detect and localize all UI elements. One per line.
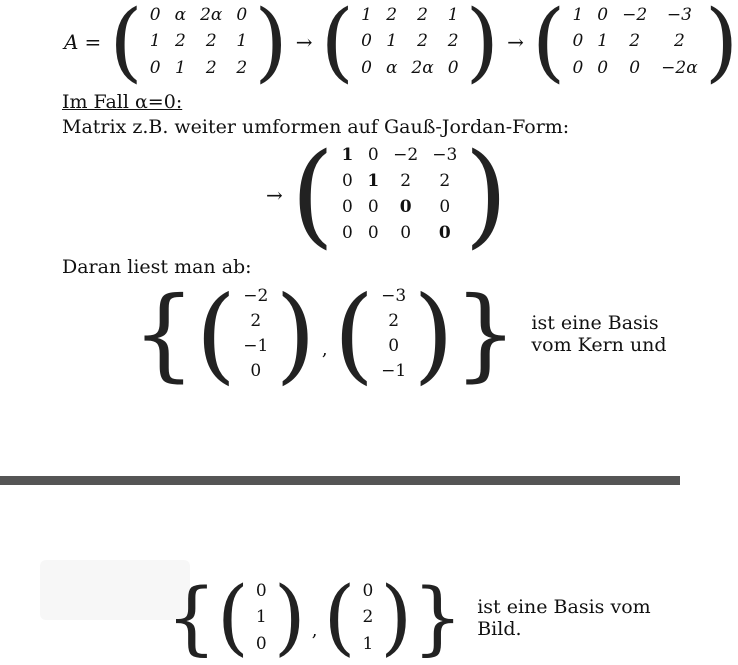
matrix-row <box>143 29 254 56</box>
matrix-cell: 0 <box>367 197 379 218</box>
matrix-row <box>143 2 254 29</box>
matrix-cell: 0 <box>361 31 372 52</box>
kernel-vector-2-table <box>374 284 413 384</box>
reduction-arrow: → <box>295 30 313 54</box>
vector-entry: −3 <box>381 285 407 306</box>
vector-entry: 1 <box>362 634 374 655</box>
vector-entry: −2 <box>243 285 269 306</box>
matrix-cell: 0 <box>367 223 379 244</box>
reduction-arrow: → <box>266 183 283 207</box>
vector-row <box>374 284 413 309</box>
image-vector-1: ( 0 1 0 ) <box>216 570 306 665</box>
matrix-cell: 0 <box>572 58 584 79</box>
vector-row <box>249 605 274 632</box>
matrix-cell: 2 <box>447 31 459 52</box>
gauss-jordan-intro: Matrix z.B. weiter umformen auf Gauß-Jordan-Form: <box>62 116 570 138</box>
matrix-cell: 0 <box>572 31 584 52</box>
matrix-cell: 2 <box>417 31 428 52</box>
vector-row <box>374 334 413 359</box>
matrix-cell: 0 <box>341 197 353 218</box>
vector-row <box>236 334 275 359</box>
vector-entry: 0 <box>255 580 267 601</box>
matrix-cell: 1 <box>149 31 161 52</box>
vector-separator: , <box>321 338 328 360</box>
matrix-cell: 0 <box>597 58 609 79</box>
vector-entry: 0 <box>388 335 400 356</box>
matrix-cell: −3 <box>666 4 692 25</box>
matrix-cell: 1 <box>572 4 584 25</box>
vector-separator: , <box>311 619 318 641</box>
matrix-cell: 0 <box>236 4 248 25</box>
matrix-cell: 0 <box>341 223 353 244</box>
matrix-step-3-table <box>565 2 704 82</box>
matrix-cell: 2 <box>674 31 685 52</box>
matrix-cell: 2α <box>411 58 434 79</box>
matrix-row <box>565 55 704 82</box>
matrix-cell: 2 <box>205 31 217 52</box>
matrix-cell: 1 <box>597 31 609 52</box>
matrix-row <box>334 169 464 195</box>
vector-entry: −1 <box>243 335 269 356</box>
matrix-cell: 2 <box>386 4 398 25</box>
gauss-jordan-block <box>258 130 508 260</box>
case-heading: Im Fall α=0: <box>62 91 183 113</box>
matrix-A-table <box>143 2 254 82</box>
matrix-cell: −2 <box>622 4 648 25</box>
matrix-cell: 0 <box>439 197 451 218</box>
vector-entry: 2 <box>250 310 262 331</box>
matrix-cell: 2 <box>205 58 217 79</box>
matrix-cell: 0 <box>400 223 412 244</box>
kernel-basis: { ( −2 2 −1 0 ) , ( −3 2 0 −1 ) } ist eine Basis vom Kern und <box>132 282 680 386</box>
matrix-row <box>354 2 465 29</box>
matrix-cell: 1 <box>341 145 354 166</box>
vector-row <box>355 605 380 632</box>
matrix-cell: α <box>174 4 187 25</box>
vector-entry: −1 <box>381 360 407 381</box>
matrix-cell: 2 <box>174 31 186 52</box>
matrix-cell: 1 <box>236 31 248 52</box>
vector-entry: 0 <box>362 580 374 601</box>
kernel-vector-2: ( −3 2 0 −1 ) <box>333 273 454 395</box>
matrix-cell: −2α <box>661 58 698 79</box>
matrix-row <box>354 29 465 56</box>
matrix-cell: 1 <box>386 31 398 52</box>
vector-entry: 2 <box>388 310 400 331</box>
matrix-cell: 0 <box>341 171 353 192</box>
matrix-cell: 0 <box>438 223 451 244</box>
matrix-reduction-chain <box>64 0 738 92</box>
matrix-cell: 0 <box>361 58 372 79</box>
matrix-cell: 0 <box>597 4 609 25</box>
image-vector-2: ( 0 2 1 ) <box>323 570 413 665</box>
matrix-cell: 1 <box>361 4 372 25</box>
matrix-cell: 2α <box>200 4 223 25</box>
matrix-row <box>565 2 704 29</box>
matrix-cell: 1 <box>367 171 380 192</box>
matrix-cell: 2 <box>236 58 248 79</box>
matrix-row <box>334 221 464 247</box>
matrix-cell: 2 <box>400 171 412 192</box>
matrix-cell: 1 <box>447 4 459 25</box>
matrix-cell: 0 <box>447 58 459 79</box>
matrix-A: ( 0 α 2α 0 1 2 2 1 0 1 2 2 ) <box>109 0 288 92</box>
vector-row <box>236 309 275 334</box>
vector-entry: 0 <box>255 634 267 655</box>
matrix-cell: 0 <box>629 58 641 79</box>
reduction-arrow: → <box>507 30 524 54</box>
image-basis: { ( 0 1 0 ) , ( 0 2 1 ) } ist eine Basis vom Bild. <box>166 576 680 660</box>
matrix-row <box>565 29 704 56</box>
matrix-row <box>334 143 464 169</box>
vector-row <box>355 631 380 658</box>
matrix-A-label: A <box>64 30 79 54</box>
image-vector-2-table <box>355 578 380 658</box>
vector-entry: 2 <box>362 607 374 628</box>
vector-row <box>374 309 413 334</box>
vector-row <box>236 284 275 309</box>
vector-entry: 1 <box>255 607 267 628</box>
vector-row <box>249 631 274 658</box>
matrix-cell: 2 <box>629 31 641 52</box>
image-suffix-text: ist eine Basis vom Bild. <box>477 596 651 640</box>
matrix-cell: 2 <box>417 4 428 25</box>
equals-sign: = <box>84 30 102 54</box>
matrix-step-2: ( 1 2 2 1 0 1 2 2 0 α 2α 0 ) <box>320 0 500 92</box>
matrix-step-2-table <box>354 2 465 82</box>
image-vector-1-table <box>249 578 274 658</box>
matrix-row <box>143 55 254 82</box>
vector-row <box>355 578 380 605</box>
vector-row <box>236 359 275 384</box>
matrix-row <box>334 195 464 221</box>
matrix-row <box>354 55 465 82</box>
matrix-cell: α <box>385 58 398 79</box>
matrix-cell: 0 <box>367 145 379 166</box>
section-divider <box>0 476 680 485</box>
gauss-jordan-matrix: ( 1 0 −2 −3 0 1 2 2 0 0 0 0 0 0 0 0 ) <box>290 130 508 260</box>
vector-entry: 0 <box>250 360 262 381</box>
matrix-cell: 0 <box>149 58 161 79</box>
matrix-cell: 0 <box>149 4 161 25</box>
kernel-vector-1-table <box>236 284 275 384</box>
kernel-suffix-text: ist eine Basis vom Kern und <box>531 312 667 356</box>
matrix-step-3: ( 1 0 −2 −3 0 1 2 2 0 0 0 −2α ) <box>531 0 738 92</box>
vector-row <box>249 578 274 605</box>
kernel-vector-1: ( −2 2 −1 0 ) <box>195 273 316 395</box>
kernel-intro: Daran liest man ab: <box>62 256 252 278</box>
matrix-cell: −3 <box>432 145 458 166</box>
matrix-cell: 2 <box>439 171 451 192</box>
matrix-cell: 0 <box>399 197 412 218</box>
gauss-jordan-table <box>334 143 464 247</box>
matrix-cell: −2 <box>393 145 419 166</box>
matrix-cell: 1 <box>174 58 186 79</box>
vector-row <box>374 359 413 384</box>
